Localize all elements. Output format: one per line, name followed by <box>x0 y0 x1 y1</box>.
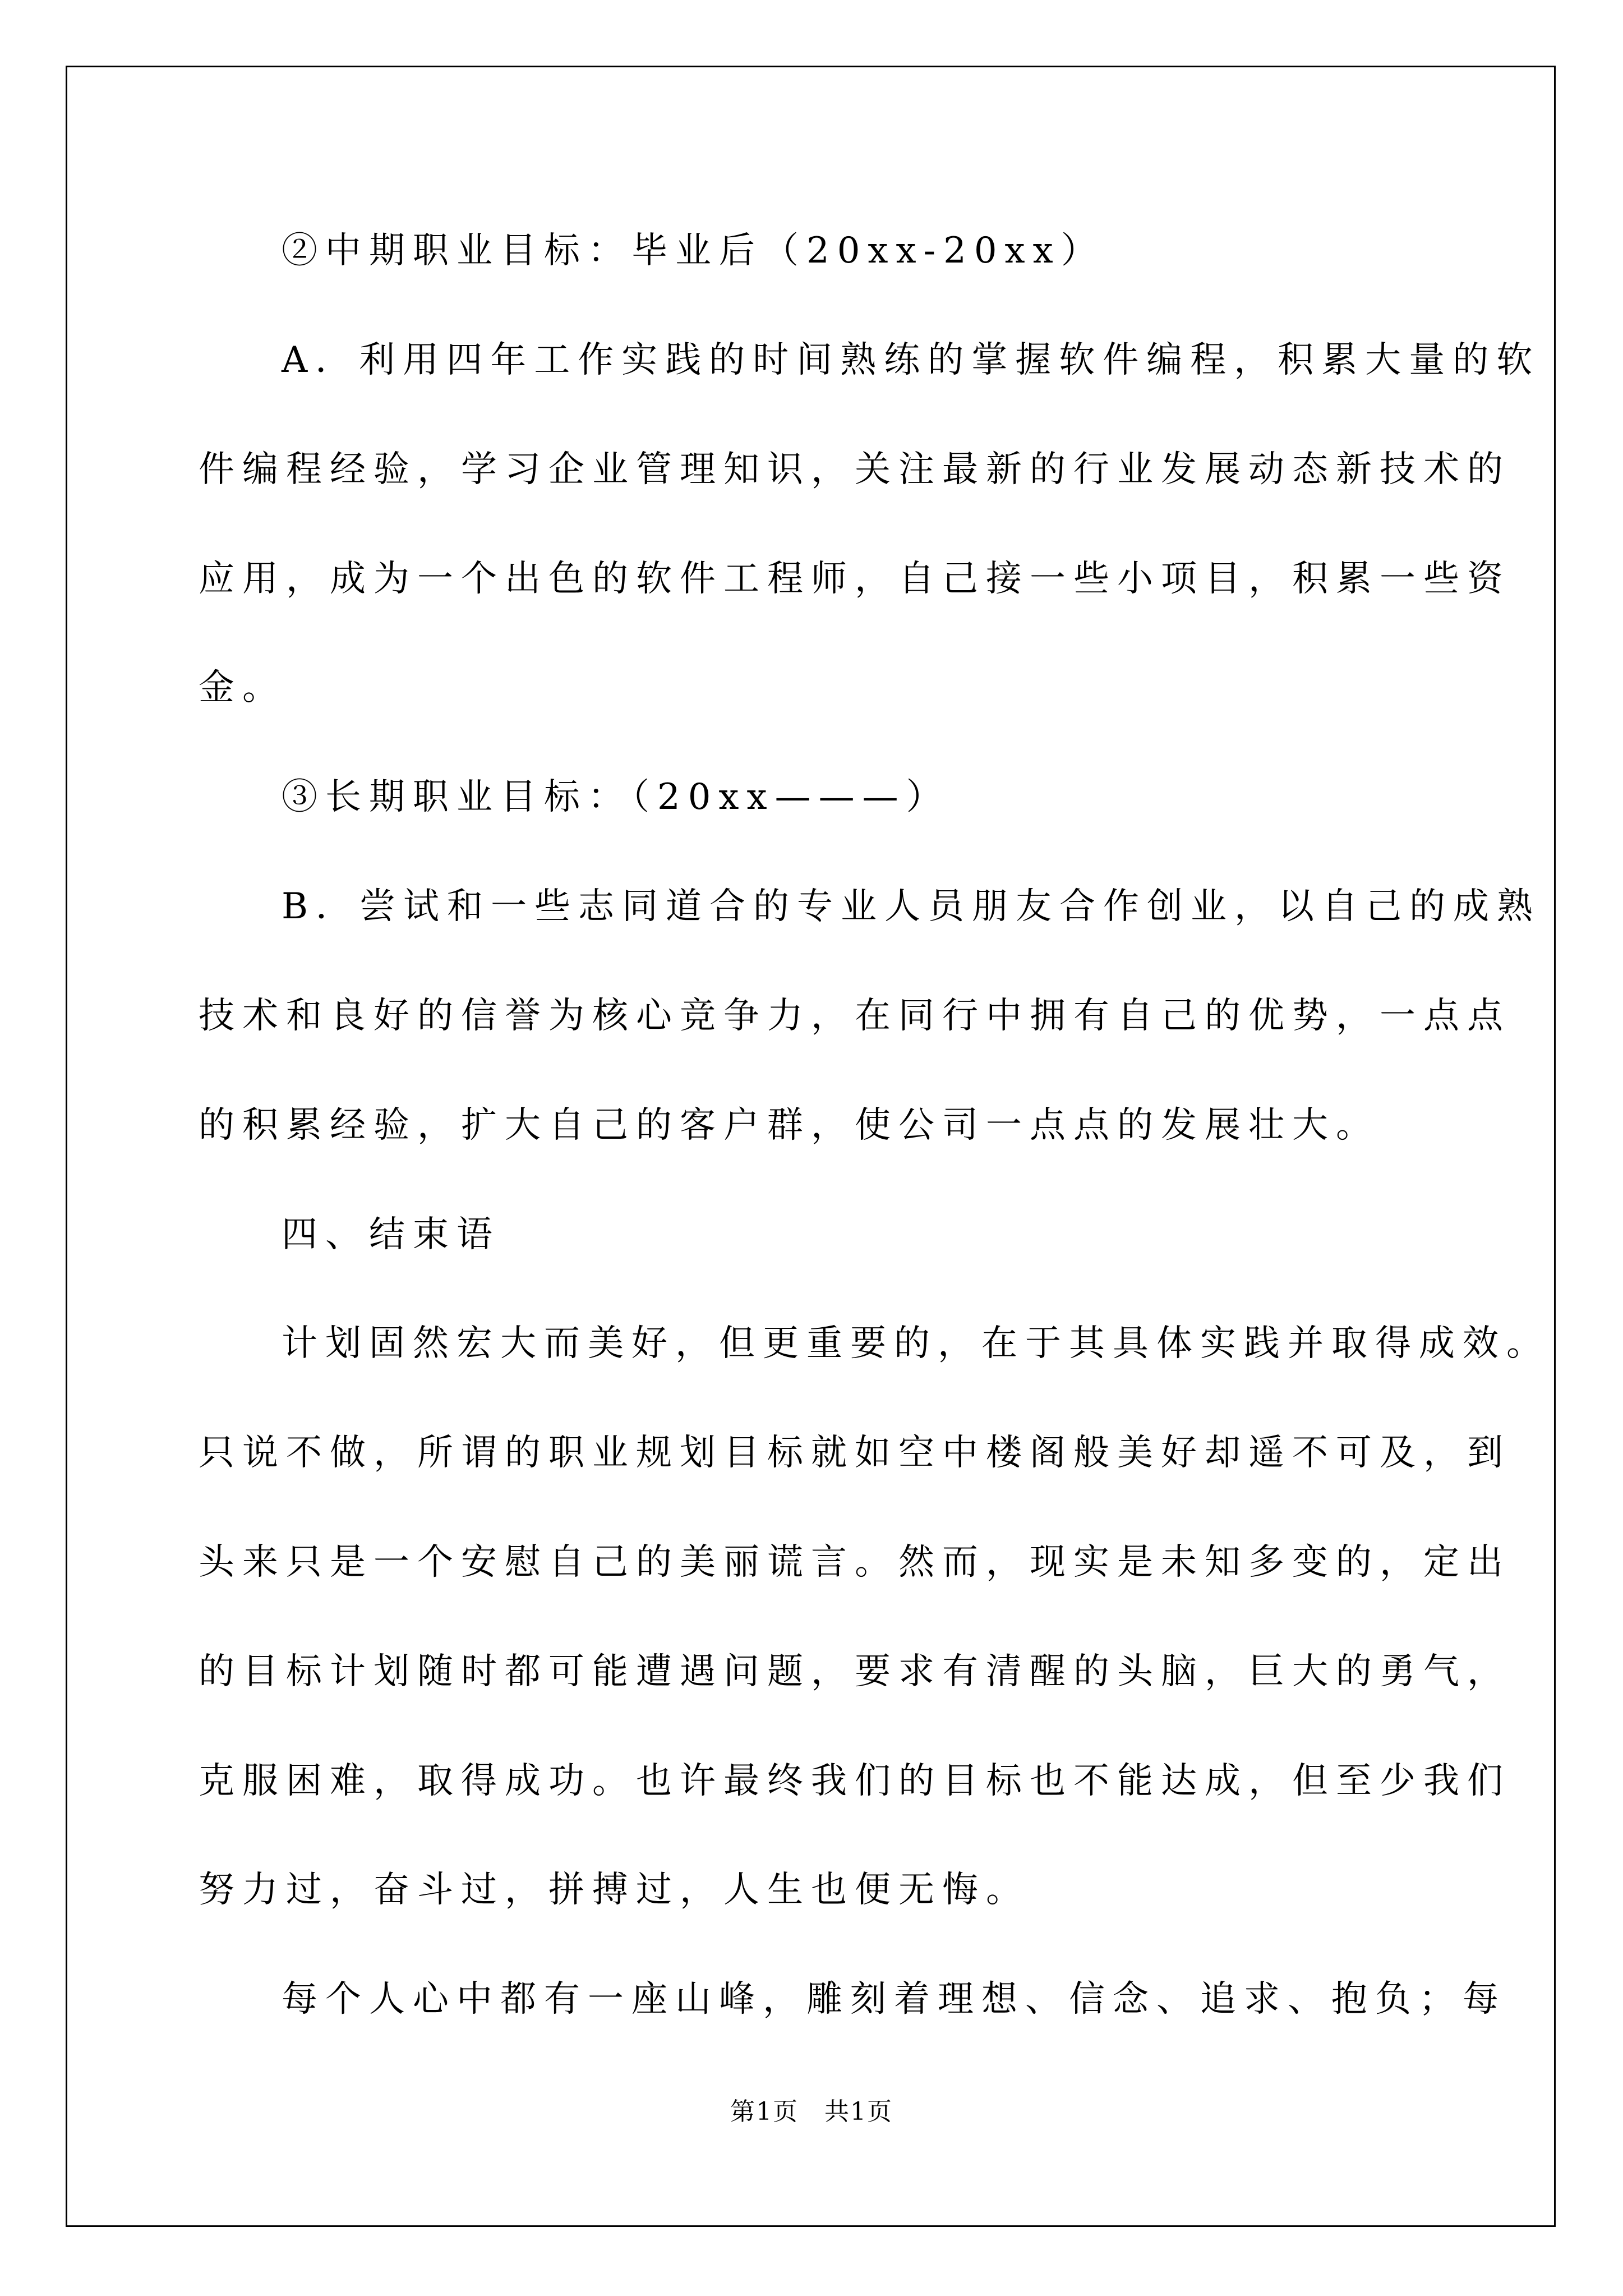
paragraph-line: 技术和良好的信誉为核心竞争力，在同行中拥有自己的优势，一点点 <box>199 995 1511 1037</box>
heading-mid-term-goal: ②中期职业目标：毕业后（20xx-20xx） <box>282 230 1105 272</box>
paragraph-line: 只说不做，所谓的职业规划目标就如空中楼阁般美好却遥不可及，到 <box>199 1432 1511 1474</box>
paragraph-line: 努力过，奋斗过，拼搏过，人生也便无悔。 <box>199 1869 1030 1911</box>
paragraph-line: 头来只是一个安慰自己的美丽谎言。然而，现实是未知多变的，定出 <box>199 1542 1511 1583</box>
heading-long-term-goal: ③长期职业目标：（20xx———） <box>282 776 950 818</box>
paragraph-line: A．利用四年工作实践的时间熟练的掌握软件编程，积累大量的软 <box>282 339 1541 381</box>
paragraph-line: 的目标计划随时都可能遭遇问题，要求有清醒的头脑，巨大的勇气， <box>199 1651 1511 1692</box>
paragraph-line: 每个人心中都有一座山峰，雕刻着理想、信念、追求、抱负；每 <box>282 1978 1506 2020</box>
paragraph-line: 件编程经验，学习企业管理知识，关注最新的行业发展动态新技术的 <box>199 449 1511 490</box>
paragraph-line: 的积累经验，扩大自己的客户群，使公司一点点的发展壮大。 <box>199 1105 1380 1146</box>
paragraph-line: 计划固然宏大而美好，但更重要的，在于其具体实践并取得成效。 <box>282 1323 1550 1364</box>
paragraph-line: 金。 <box>199 667 286 708</box>
section-heading-conclusion: 四、结束语 <box>282 1214 500 1255</box>
paragraph-line: 克服困难，取得成功。也许最终我们的目标也不能达成，但至少我们 <box>199 1760 1511 1802</box>
page-footer: 第1页 共1页 <box>730 2097 893 2126</box>
paragraph-line: 应用，成为一个出色的软件工程师，自己接一些小项目，积累一些资 <box>199 558 1511 600</box>
paragraph-line: B．尝试和一些志同道合的专业人员朋友合作创业，以自己的成熟 <box>282 886 1541 927</box>
